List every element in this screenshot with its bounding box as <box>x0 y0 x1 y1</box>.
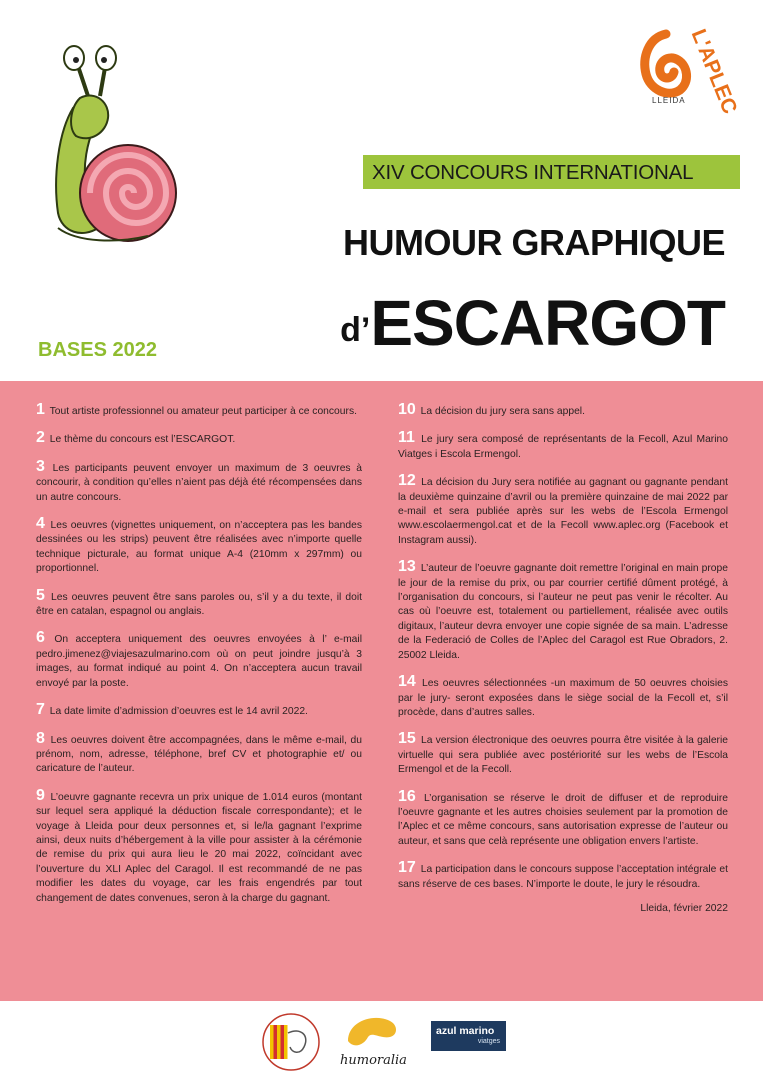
rule-item <box>36 403 362 419</box>
azul-viatges-text: viatges <box>477 1038 500 1045</box>
rule-number: 15 <box>398 730 416 748</box>
rule-item <box>398 560 728 663</box>
rule-text: La date limite d’admission d’oeuvres est le 14 avril 2022. <box>49 706 308 718</box>
rule-item <box>36 631 362 691</box>
rule-item <box>398 474 728 548</box>
rule-text: Les oeuvres peuvent être sans paroles ou, s’il y a du texte, il doit être en catalan, espagnol ou anglais. <box>36 591 362 618</box>
rule-item <box>36 729 362 777</box>
rule-item <box>398 675 728 720</box>
page-title-line2 <box>340 286 725 360</box>
rule-number: 5 <box>36 586 45 604</box>
rule-item <box>398 431 728 462</box>
aplec-brand-text: L'APLEC <box>686 26 742 118</box>
humoralia-logo <box>336 1011 406 1073</box>
rule-text: Le thème du concours est l’ESCARGOT. <box>49 434 236 446</box>
rule-number: 13 <box>398 558 416 576</box>
rule-number: 12 <box>398 472 416 490</box>
rule-text: La décision du jury sera sans appel. <box>420 406 585 417</box>
title-prefix: d’ <box>340 311 371 349</box>
fecoll-logo <box>258 1011 324 1073</box>
aplec-logo <box>630 24 742 118</box>
rule-text: La décision du Jury sera notifiée au gagnant ou gagnante pendant la deuxième quinzaine d’avril ou la première quinzaine de mai 2022 par e-mail et sera publiée après sur les webs de l’Escola Ermengol www.escolaermengol.cat et de la Fecoll www.aplec.org (Facebook et Instagram aussi). <box>398 477 728 546</box>
rule-number: 17 <box>398 859 416 877</box>
rule-text: L’oeuvre gagnante recevra un prix unique de 1.014 euros (montant sur lequel sera appliqué la déduction fiscale correspondante); et le voyage à Lleida pour deux personnes et, si le/la gagnant l’exprime ainsi, deux nuits d’hébergement à la ville pour assister à la cérémonie de remise du prix qui aura lieu le 20 mai 2022, coïncidant avec l’ouverture du XLI Aplec del Caragol. Il est recommandé de ne pas modifier les dates du voyage, car les frais engendrés par tout changement de dates convenues, seron à la charge du gagnant. <box>36 791 362 904</box>
rule-number: 7 <box>36 701 45 719</box>
rule-item <box>36 786 362 906</box>
title-escargot: ESCARGOT <box>370 287 725 359</box>
concours-banner <box>363 155 740 189</box>
rule-text: Les oeuvres (vignettes uniquement, on n’acceptera pas les bandes dessinées ou les strips) peuvent être réalisées avec n’importe quelle technique picturale, au format unique A-4 (210mm x 297mm) ou proportionnel. <box>36 520 362 575</box>
rule-text: La participation dans le concours suppose l’acceptation intégrale et sans réserve de ces bases. N’importe le doute, le jury le résoudra. <box>398 864 728 890</box>
rule-item <box>398 861 728 892</box>
rule-text: Les oeuvres doivent être accompagnées, dans le même e-mail, du prénom, nom, adresse, téléphone, bref CV et photographie et/ ou caricature de l’auteur. <box>36 734 362 775</box>
rule-item <box>36 431 362 447</box>
rules-panel <box>0 381 763 1001</box>
rule-number: 3 <box>36 457 45 475</box>
rule-number: 1 <box>36 401 45 418</box>
rule-text: La version électronique des oeuvres pourra être visitée à la galerie virtuelle qui sera publiée avec postériorité sur les webs de l’Escola Ermengol et de la Fecoll. <box>398 735 728 776</box>
page-title-line1: HUMOUR GRAPHIQUE <box>342 222 725 263</box>
humoralia-text: humoralia <box>340 1053 407 1068</box>
rule-number: 6 <box>36 629 45 647</box>
rule-item <box>36 457 362 505</box>
snail-illustration <box>28 38 178 248</box>
rule-text: Les participants peuvent envoyer un maximum de 3 oeuvres à concourir, à condition qu’elles n’aient pas déjà été récompensées dans un autre concours. <box>36 462 362 503</box>
rule-number: 14 <box>398 673 416 691</box>
rule-number: 2 <box>36 429 45 447</box>
bases-heading: BASES 2022 <box>38 339 157 361</box>
rule-number: 4 <box>36 515 45 533</box>
rule-item <box>398 732 728 777</box>
rule-text: Le jury sera composé de représentants de la Fecoll, Azul Marino Viatges i Escola Ermengol. <box>398 434 728 460</box>
rule-text: L’auteur de l’oeuvre gagnante doit remettre l’original en main prope le jour de la remise du prix, ou par courrier certifié dûment protégé, à l’organisation du concours, si l’auteur ne peut pas venir le récolter. Au cas où l’oeuvre est, totalement ou partiellement, réalisée avec outils digitaux, l’auteur devra envoyer une copie signée de sa main. L’adresse de la Federació de Colles de l’Aplec del Caragol est Rue Obradors, 2. 25002 Lleida. <box>398 563 728 661</box>
rule-item <box>398 403 728 419</box>
humoralia-mark-icon <box>344 1011 400 1051</box>
rule-number: 16 <box>398 787 416 805</box>
rule-text: L’organisation se réserve le droit de diffuser et de reproduire l’oeuvre gagnante et les autres choisies seulement par la promotion de l’Aplec et ce même concours, sans autorisation expresse de l’auteur ou auteur, et sans que celà représente une obligation envers l’artiste. <box>398 792 728 847</box>
rules-column-right <box>398 403 728 916</box>
rules-column-left <box>36 403 362 918</box>
azul-marino-logo <box>431 1021 506 1051</box>
rule-number: 11 <box>398 429 415 447</box>
rule-text: On acceptera uniquement des oeuvres envoyées à l’ e-mail pedro.jimenez@viajesazulmarino.com où on peut joindre jusqu’à 3 images, au format indiqué au point 4. On n’acceptera aucun travail envoyé par la poste. <box>36 634 362 689</box>
concours-title: XIV CONCOURS INTERNATIONAL <box>372 161 694 184</box>
aplec-city-text: LLEIDA <box>652 96 686 105</box>
sponsor-logos <box>0 1005 763 1075</box>
azul-marino-text: azul marino <box>436 1025 495 1037</box>
rule-number: 10 <box>398 401 416 418</box>
signoff-date: Lleida, février 2022 <box>640 902 728 914</box>
rule-number: 9 <box>36 786 45 804</box>
rule-number: 8 <box>36 729 45 747</box>
rule-item <box>36 517 362 577</box>
rule-text: Les oeuvres sélectionnées -un maximum de 50 oeuvres choisies par le jury- seront exposées dans le siège social de la Fecoll et, s’il procède, dans d’autres salles. <box>398 678 728 718</box>
rule-text: Tout artiste professionnel ou amateur peut participer à ce concours. <box>49 406 357 417</box>
rule-item <box>36 586 362 620</box>
rule-item <box>36 703 362 719</box>
rule-item <box>398 787 728 850</box>
